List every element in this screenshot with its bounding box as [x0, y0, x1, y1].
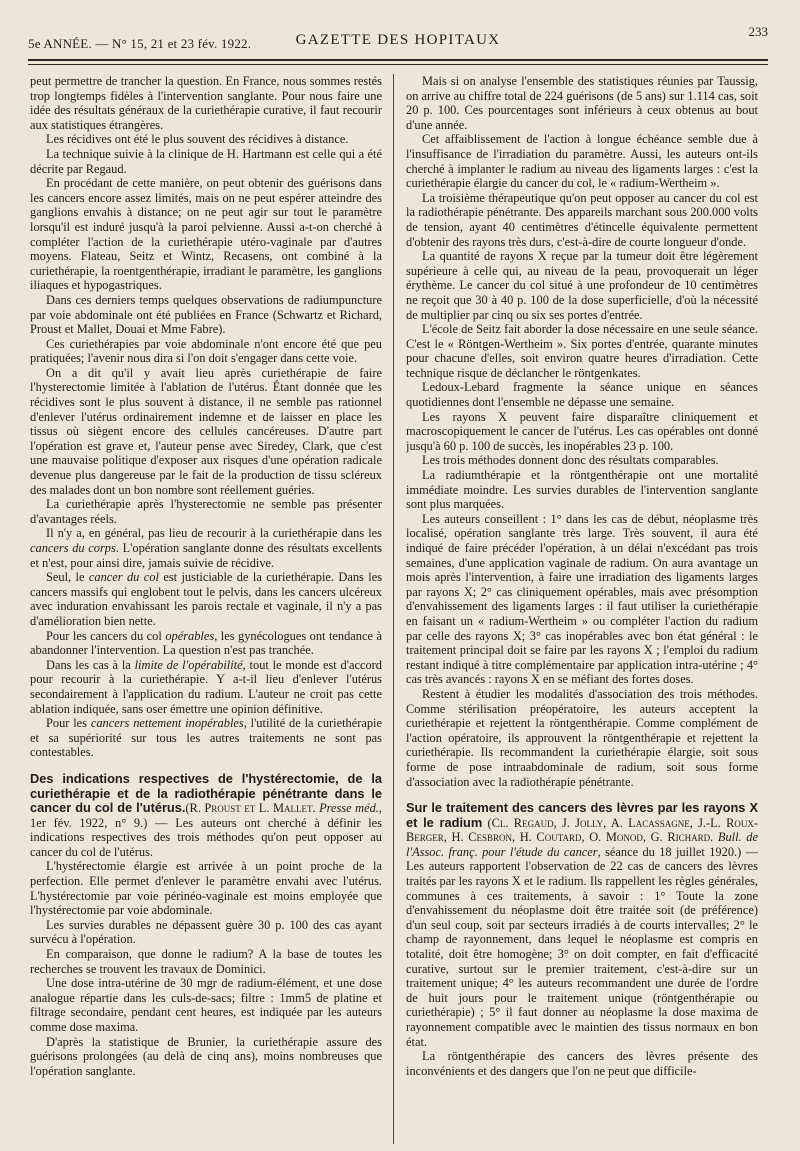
paragraph: La quantité de rayons X reçue par la tumeur doit être légèrement supérieure à celle qui, au niveau de la peau, provoquerait un léger érythème. Le cancer du col situé à une profondeur de 10 centimètres ne reçoit que 30 à 40 p. 100 de la dose superficielle, d'où la nécessité de multiplier par cinq ou six ses portes d'entrée. [406, 249, 758, 322]
paragraph: L'hystérectomie élargie est arrivée à un point proche de la perfection. Elle permet d'enlever le paramètre envahi avec l'utérus. L'hystérectomie par voie périnéo-vaginale est moins employée que l'hystérectomie par voie abdominale. [30, 859, 382, 918]
column-separator [393, 74, 394, 1144]
page-header [28, 24, 768, 54]
paragraph: Une dose intra-utérine de 30 mgr de radium-élément, et une dose analogue répartie dans les culs-de-sacs; filtre : 1mm5 de platine et filtrage secondaire, pendant cent heures, est indiquée par les auteurs comme dose maxima. [30, 976, 382, 1034]
paragraph: Pour les cancers nettement inopérables, l'utilité de la curiethérapie et sa supériorité sur tous les autres traitements ne sont pas contestables. [30, 716, 382, 760]
paragraph: Les trois méthodes donnent donc des résultats comparables. [422, 453, 719, 468]
article-intro: — Les auteurs rapportent l'observation de 22 cas de cancers des lèvres traités par les rayons X et le radium. Ils rappellent les règles générales, communes à ces traitements, à savoir : 1° Toute la zone d'envahissement du néoplasme doit être traitée soit (de préférence) d'un seul coup, soit par secteurs irradiés à de courts intervalles; 2° le champ de rayonnement, dans lequel le néoplasme est compris en totalité, doit être homogène; 3° on doit compter, en fait d'efficacité curative, surtout sur le premier traitement, c'est-à-dire sur un traitement unique; 4° les auteurs recommandent une durée de l'ordre de huit jours pour le traitement unique (röntgenthérapie ou curiethérapie) ; 5° il faut donner au néoplasme la dose maxima de rayonnement compatible avec le maintien des tissus normaux en bon état. [406, 844, 758, 1049]
paragraph: En comparaison, que donne le radium? A la base de toutes les recherches se trouvent les travaux de Dominici. [30, 947, 382, 976]
paragraph: Les survies durables ne dépassent guère 30 p. 100 des cas ayant survécu à l'opération. [30, 917, 382, 947]
article-regaud [406, 801, 758, 1049]
header-rule-thick [28, 59, 768, 61]
paragraph: Mais si on analyse l'ensemble des statistiques réunies par Taussig, on arrive au chiffre total de 224 guérisons (de 5 ans) sur 1.114 cas, soit 20 p. 100. Ces pourcentages sont inférieurs à ceux obtenus au bout d'une année. [406, 74, 758, 132]
paragraph: On a dit qu'il y avait lieu après curiethérapie de faire l'hysterectomie limitée à l'ablation de l'utérus. Étant donnée que les récidives sont le plus souvent à distance, il ne semble pas rationnel d'enlever l'utérus ordinairement indemne et de laisser en place les tissus où siègent encore des cellules cancéreuses. D'autre part l'opération est grave et, l'auteur pense avec Siredey, Clark, que c'est une mauvaise politique d'exposer aux risques d'une opération radicale devenue plus dangereuse par le fait de la production de tissu scléreux des malades dont un bon nombre sont réellement guéries. [30, 365, 382, 497]
article-authors: (Cl. Regaud, J. Jolly, A. Lacassagne, J.-L. Roux-Berger, H. Cesbron, H. Coutard, O. Monod, G. Richard. [406, 815, 758, 845]
paragraph: Seul, le cancer du col est justiciable de la curiethérapie. Dans les cancers massifs qui englobent tout le pelvis, dans les cancers ulcéreux avec induration envahissant les parois rectale et vaginale, il n'y a pas d'amélioration bien nette. [30, 570, 382, 628]
paragraph: Il n'y a, en général, pas lieu de recourir à la curiethérapie dans les cancers du corps. L'opération sanglante donne des résultats excellents et n'est, pour ainsi dire, jamais suivie de récidive. [30, 526, 382, 570]
paragraph: Pour les cancers du col opérables, les gynécologues ont tendance à abandonner l'intervention. La question n'est pas tranchée. [30, 628, 382, 658]
journal-title: GAZETTE DES HOPITAUX [295, 32, 501, 48]
paragraph: La troisième thérapeutique qu'on peut opposer au cancer du col est la radiothérapie pénétrante. Des appareils marchant sous 200.000 volts de tension, ayant 40 centimètres d'étincelle équivalente permettent d'obtenir des rayons très durs, c'est-à-dire de courte longueur d'onde. [406, 190, 758, 249]
paragraph: La röntgenthérapie des cancers des lèvres présente des inconvénients et des dangers que l'on ne peut que difficile- [406, 1049, 758, 1078]
paragraph: Dans les cas à la limite de l'opérabilité, tout le monde est d'accord pour recourir à la curiethérapie. Y a-t-il lieu d'enlever l'utérus secondairement à l'application du radium. L'auteur ne croit pas cette ablation indiquée, sans oser émettre une opinion définitive. [30, 657, 382, 716]
article-title: Des indications respectives de l'hystérectomie, de la curiethérapie et de la radiothérapie pénétrante dans le cancer du col de l'utérus. [30, 770, 382, 816]
article-reference: , séance du 18 juillet 1920.) [597, 844, 742, 859]
paragraph: peut permettre de trancher la question. En France, nous sommes restés trop longtemps fidèles à l'intervention sanglante. Pour nous faire une idée des résultats généraux de la curiethérapie curative, il faut recourir aux statistiques étrangères. [30, 74, 382, 132]
paragraph: D'après la statistique de Brunier, la curiethérapie assure des guérisons prolongées (au delà de cinq ans), moins nombreuses que l'opération sanglante. [30, 1034, 382, 1078]
paragraph: Ledoux-Lebard fragmente la séance unique en séances quotidiennes dont l'ensemble ne dépasse une semaine. [406, 380, 758, 410]
article-journal: Bull. de l'Assoc. franç. pour l'étude du cancer [406, 830, 758, 859]
article-proust-mallet [30, 772, 382, 860]
paragraph: La technique suivie à la clinique de H. Hartmann est celle qui a été décrite par Regaud. [30, 146, 382, 176]
page-number: 233 [748, 24, 768, 39]
article-title: Sur le traitement des cancers des lèvres par les rayons X et le radium [406, 800, 758, 830]
paragraph: Ces curiethérapies par voie abdominale n'ont encore été que peu pratiquées; l'avenir nous dira si l'on doit s'engager dans cette voie. [30, 336, 382, 366]
paragraph: La curiethérapie après l'hysterectomie ne semble pas présenter d'avantages réels. [30, 497, 382, 526]
paragraph: Cet affaiblissement de l'action à longue échéance semble due à l'insuffisance de l'irradiation du paramètre. Aussi, les auteurs ont-ils cherché à implanter le radium au niveau des ligaments larges : c'est la curiethérapie élargie du cancer du col, le « radium-Wertheim ». [406, 132, 758, 191]
left-column [30, 74, 382, 1144]
article-authors: (R. Proust et L. Mallet. [185, 801, 320, 816]
paragraph: Restent à étudier les modalités d'association des trois méthodes. Comme stérilisation préopératoire, les auteurs acceptent la curiethérapie et rejettent la röntgenthérapie. Comme complément de l'action opératoire, ils approuvent la röntgenthérapie et rejettent la curiethérapie. Ils recommandent la curiethérapie élargie, soit sous forme de pose intraabdominale de radium, soit sous forme d'association avec la radiothérapie pénétrante. [406, 686, 758, 789]
article-reference: , 1er fév. 1922, n° 9.) [30, 801, 382, 830]
paragraph: Les rayons X peuvent faire disparaître cliniquement et macroscopiquement le cancer de l'utérus. Les cas opérables ont donné jusqu'à 60 p. 100 de succès, les inopérables 23 p. 100. [406, 409, 758, 453]
right-column [406, 74, 758, 1144]
article-intro: — Les auteurs ont cherché à définir les indications respectives des trois méthodes qu'on peut opposer au cancer du col de l'utérus. [30, 815, 382, 859]
paragraph: La radiumthérapie et la röntgenthérapie ont une mortalité immédiate moindre. Les survies durables de l'intervention sanglante sont plus marquées. [406, 468, 758, 512]
paragraph: Dans ces derniers temps quelques observations de radiumpuncture par voie abdominale ont été publiées en France (Schwartz et Richard, Proust et Mallet, Douai et Mme Fabre). [30, 292, 382, 337]
paragraph: Les auteurs conseillent : 1° dans les cas de début, néoplasme très localisé, opération sanglante très large. Très souvent, il aura été indiqué de faire précéder l'opération, à un délai n'excédant pas trois semaines, d'une application vaginale de radium. On aura avantage un mois après l'intervention, à faire une irradiation des ligaments larges par rayons X; 2° cas cliniquement opérables, mais avec présomption d'envahissement des ligaments larges : il faut utiliser la curiethérapie en faisant un « radium-Wertheim » ou compléter l'action du radium par celle des rayons X; 3° cas inopérables avec bon état général : le traitement principal doit se faire par les rayons X ; l'emploi du radium restant indiqué à titre complémentaire par application intra-utérine ; 4° cas très avancés : rayons X en se méfiant des fortes doses. [406, 511, 758, 687]
paragraph: En procédant de cette manière, on peut obtenir des guérisons dans les cancers encore assez limités, mais on ne peut espérer atteindre des ganglions envahis à distance; on ne peut agir sur tout le paramètre lorsqu'il est induré jusqu'à la paroi pelvienne. Aussi a-t-on cherché à compléter l'action de la curiethérapie utéro-vaginale par d'autres moyens. Flateau, Seitz et Wintz, Recasens, ont combiné à la curiethérapie, la roentgenthérapie, irradiant le paramètre, les ganglions iliaques et hypogastriques. [30, 176, 382, 293]
issue-line: 5e ANNÉE. — N° 15, 21 et 23 fév. 1922. [28, 36, 252, 51]
header-rule-thin [28, 64, 768, 65]
paragraph: L'école de Seitz fait aborder la dose nécessaire en une seule séance. C'est le « Röntgen-Wertheim ». Six portes d'entrée, quarante minutes pour chacune d'elles, soit environ quatre heures d'irradiation. Cette technique risque de déclancher le röntgenkates. [406, 322, 758, 380]
article-journal: Presse méd. [319, 801, 379, 816]
paragraph: Les récidives ont été le plus souvent des récidives à distance. [46, 132, 349, 147]
